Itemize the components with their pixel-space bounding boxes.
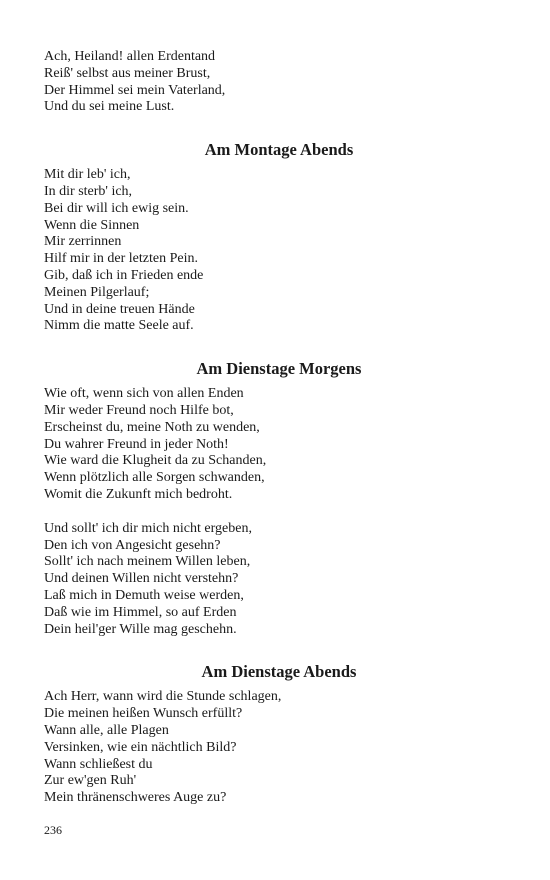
page-number: 236: [44, 823, 62, 837]
poem-title: Am Montage Abends: [204, 140, 354, 160]
verse-line: Mein thränenschweres Auge zu?: [44, 790, 227, 806]
verse-line: Mir zerrinnen: [44, 234, 122, 250]
verse-line: Wenn die Sinnen: [44, 217, 140, 233]
verse-line: Ach, Heiland! allen Erdentand: [44, 49, 216, 64]
verse-line: Zur ew'gen Ruh': [44, 773, 137, 789]
verse-line: Wie oft, wenn sich von allen Enden: [44, 386, 244, 402]
verse-line: Nimm die matte Seele auf.: [44, 318, 194, 334]
verse-line: Den ich von Angesicht gesehn?: [44, 537, 221, 553]
verse-line: Hilf mir in der letzten Pein.: [44, 251, 198, 267]
poem-title: Am Dienstage Abends: [201, 662, 357, 682]
poem-title: Am Dienstage Morgens: [196, 359, 362, 379]
verse-line: Meinen Pilgerlauf;: [44, 284, 150, 300]
verse-line: Sollt' ich nach meinem Willen leben,: [44, 554, 251, 570]
verse-line: Versinken, wie ein nächtlich Bild?: [44, 739, 237, 755]
stanza: [44, 386, 514, 504]
verse-line: Mit dir leb' ich,: [44, 167, 131, 183]
verse-line: Erscheinst du, meine Noth zu wenden,: [44, 419, 260, 435]
verse-line: Wenn plötzlich alle Sorgen schwanden,: [44, 470, 265, 486]
verse-line: Dein heil'ger Wille mag geschehn.: [44, 621, 237, 637]
page-body: [44, 49, 514, 807]
stanza: [44, 167, 514, 335]
verse-line: Und sollt' ich dir mich nicht ergeben,: [44, 520, 252, 536]
poem-section-dienstage-morgens: [44, 359, 514, 638]
intro-stanza: [44, 49, 514, 116]
verse-line: Die meinen heißen Wunsch erfüllt?: [44, 706, 243, 722]
verse-line: Womit die Zukunft mich bedroht.: [44, 486, 233, 502]
verse-line: Wie ward die Klugheit da zu Schanden,: [44, 453, 267, 469]
verse-line: Der Himmel sei mein Vaterland,: [44, 82, 226, 98]
verse-line: Ach Herr, wann wird die Stunde schlagen,: [44, 689, 282, 705]
poem-section-montage-abends: [44, 140, 514, 335]
verse-line: Gib, daß ich in Frieden ende: [44, 267, 204, 283]
verse-line: Mir weder Freund noch Hilfe bot,: [44, 402, 234, 418]
verse-line: Wann alle, alle Plagen: [44, 722, 169, 738]
stanza: [44, 689, 514, 807]
verse-line: Und deinen Willen nicht verstehn?: [44, 571, 239, 587]
verse-line: Daß wie im Himmel, so auf Erden: [44, 604, 237, 620]
verse-line: Reiß' selbst aus meiner Brust,: [44, 65, 211, 81]
verse-line: Bei dir will ich ewig sein.: [44, 200, 189, 216]
stanza: [44, 521, 514, 639]
verse-line: Und in deine treuen Hände: [44, 301, 195, 317]
verse-line: Und du sei meine Lust.: [44, 99, 175, 115]
verse-line: In dir sterb' ich,: [44, 183, 133, 199]
verse-line: Laß mich in Demuth weise werden,: [44, 587, 244, 603]
verse-line: Wann schließest du: [44, 756, 153, 772]
poem-section-dienstage-abends: [44, 662, 514, 807]
verse-line: Du wahrer Freund in jeder Noth!: [44, 436, 229, 452]
